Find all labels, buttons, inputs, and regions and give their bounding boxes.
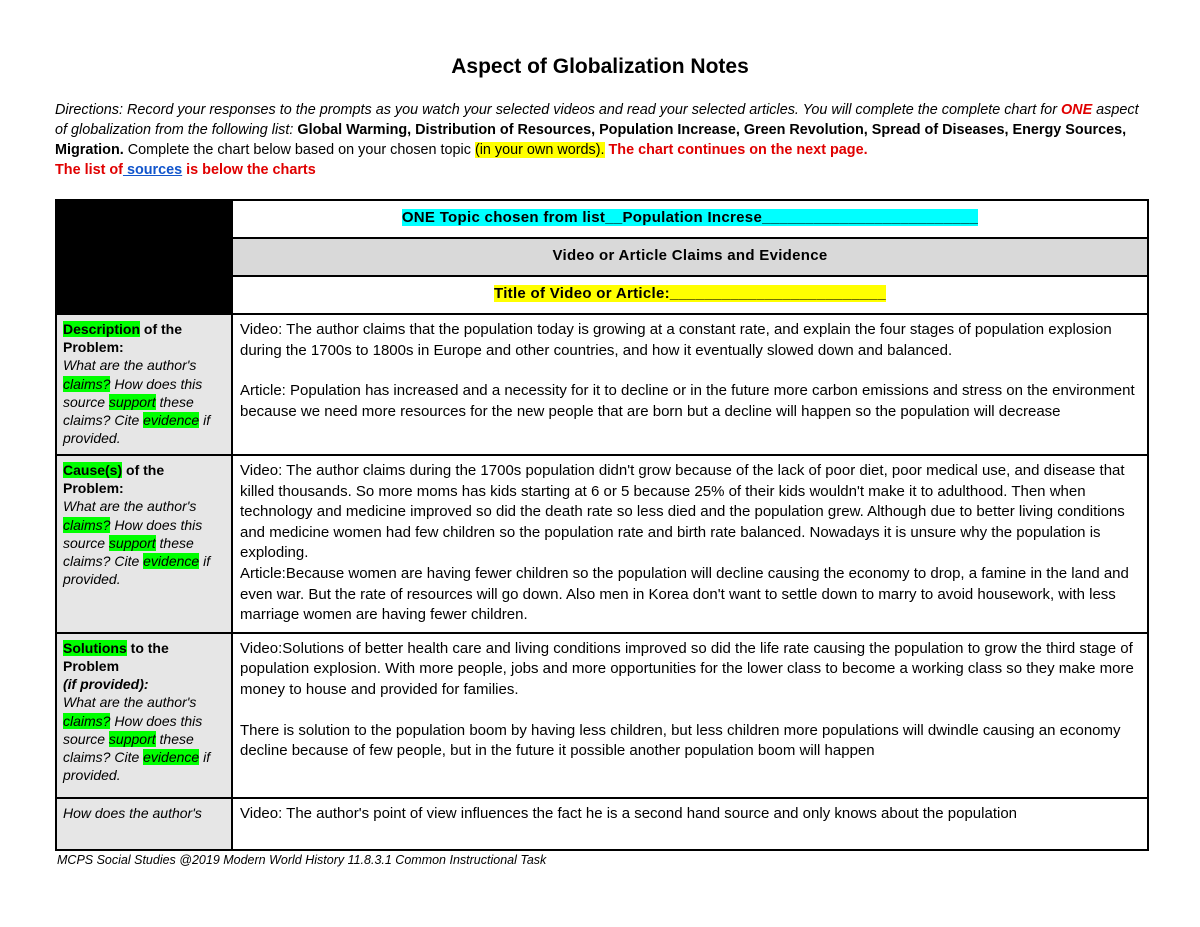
topic-header: ONE Topic chosen from list__Population Increse_________________________ — [401, 209, 979, 226]
description-video-text: Video: The author claims that the population today is growing at a constant rate, and explain the four stages of population explosion during the 1700s to 1800s in Europe and other countries, and how it eventually slowed down and balanced. — [240, 321, 1112, 359]
solutions-label-cell: Solutions to the Problem (if provided): What are the author's claims? How does this source support these claims? Cite evidence if provided. — [56, 633, 232, 798]
directions-topic-list: Global Warming, Distribution of Resources, Population Increase, Green Revolution, Spread of Diseases, Energy Sources, Migration. — [55, 122, 1127, 158]
directions-own-words: (in your own words). — [474, 142, 605, 158]
description-label: Description — [63, 321, 141, 337]
claims-header-cell — [232, 238, 1148, 276]
directions-list-prefix: The list of — [55, 162, 123, 178]
title-header: Title of Video or Article:_________________________ — [494, 285, 886, 302]
author-view-label-cell — [56, 798, 232, 850]
black-corner-cell — [56, 200, 232, 314]
causes-label: Cause(s) — [63, 462, 123, 478]
page-title: Aspect of Globalization Notes — [451, 55, 749, 78]
causes-article-text: Article:Because women are having fewer children so the population will decline causing the economy to drop, a famine in the land and even war. But the rate of resources will go down. Also men in Korea don't want to settle down to marry to avoid housework, with less marriage women are having fewer children. — [240, 564, 1129, 624]
description-response-cell[interactable] — [232, 314, 1148, 455]
footer-text: MCPS Social Studies @2019 Modern World History 11.8.3.1 Common Instructional Task — [57, 853, 547, 867]
author-view-response-cell[interactable] — [232, 798, 1148, 850]
directions-complete: Complete the chart below based on your chosen topic — [123, 142, 475, 158]
title-header-cell — [232, 276, 1148, 314]
sources-link[interactable]: sources — [122, 162, 183, 178]
description-article-text: Article: Population has increased and a necessity for it to decline or in the future more carbon emissions and stress on the environment because we need more resources for the new people that are born but a decline will happen so the population will decrease — [240, 382, 1135, 420]
claims-header: Video or Article Claims and Evidence — [552, 247, 828, 264]
author-view-label: How does the author's — [63, 804, 202, 821]
directions-paragraph — [55, 100, 1150, 180]
causes-label-cell: Cause(s) of the Problem: What are the author's claims? How does this source support these claims? Cite evidence if provided. — [56, 455, 232, 633]
author-view-video-text: Video: The author's point of view influences the fact he is a second hand source and only knows about the population — [240, 804, 1017, 822]
directions-aspect: aspect of globalization from the following list: — [55, 102, 1139, 138]
solutions-video-text: Video:Solutions of better health care and living conditions improved so did the life rate causing the population to grow the third stage of population explosion. With more people, jobs and more opportunities for the lower class to become a working class so they make more money to house and provided for families. — [240, 639, 1134, 698]
solutions-response-cell[interactable] — [232, 633, 1148, 798]
solutions-article-text: There is solution to the population boom by having less children, but less children more populations will dwindle causing an economy decline because of few people, but in the future it possible another population boom will happen — [240, 721, 1121, 760]
directions-one: ONE — [1060, 102, 1093, 118]
causes-response-cell[interactable] — [232, 455, 1148, 633]
solutions-label: Solutions — [63, 639, 127, 656]
directions-list-suffix: is below the charts — [182, 162, 316, 178]
topic-header-cell — [232, 200, 1148, 238]
description-label-cell: Description of the Problem: What are the author's claims? How does this source support these claims? Cite evidence if provided. — [56, 314, 232, 455]
notes-chart — [55, 199, 1149, 851]
directions-intro: Directions: Record your responses to the prompts as you watch your selected videos and read your selected articles. You will complete the complete chart for — [55, 102, 1061, 118]
causes-video-text: Video: The author claims during the 1700s population didn't grow because of the lack of poor diet, poor medical use, and disease that killed thousands. So more moms has kids starting at 6 or 5 because 25% of their kids wouldn't make it to adulthood. Then when technology and medicine improved so did the death rate so less died and the population grew. Although due to better living conditions and medicine women had few children so the population rate and birth rate balanced. Nowadays it is unsure why the population is exploding. — [240, 462, 1125, 562]
directions-continues: The chart continues on the next page. — [604, 142, 868, 158]
